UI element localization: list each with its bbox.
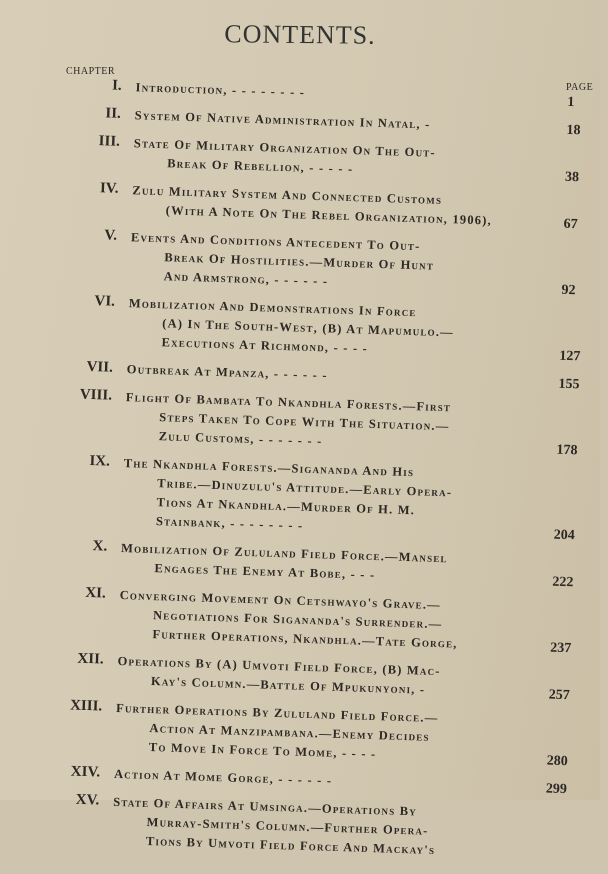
chapter-number: I.: [111, 77, 122, 94]
chapter-title-line: Zulu Customs, - - - - - - -: [158, 429, 323, 449]
page-number: 204: [553, 527, 576, 544]
chapter-title: [126, 360, 546, 392]
chapter-title: [134, 106, 554, 138]
chapter-number: IX.: [89, 453, 111, 470]
page-number: 299: [545, 781, 568, 798]
contents-entry: [0, 130, 598, 187]
page-number: 67: [563, 216, 578, 233]
chapter-title-line: Zulu Military System And Connected Customs: [132, 183, 443, 207]
chapter-number: II.: [105, 105, 122, 122]
chapter-title-line: System Of Native Administration In Natal, -: [134, 108, 431, 132]
chapter-title-line: Outbreak At Mpanza, - - - - - -: [126, 362, 328, 383]
chapter-title: [132, 181, 553, 232]
chapter-number: IV.: [99, 180, 119, 197]
chapter-number: XV.: [75, 791, 100, 809]
chapter-title-line: Executions At Richmond, - - - -: [161, 335, 369, 356]
page-number: 237: [550, 640, 572, 657]
chapter-title-line: Operations By (A) Umvoti Field Force, (B) Mac-: [117, 653, 441, 679]
page-number: 178: [556, 442, 578, 459]
contents-entry: [0, 290, 593, 366]
chapter-title-line: Flight Of Bambata To Nkandhla Forests.—First: [125, 390, 452, 415]
chapter-number: VI.: [94, 293, 116, 310]
chapter-number: X.: [92, 538, 108, 555]
contents-entry: [0, 582, 584, 658]
page-title: CONTENTS.: [224, 19, 376, 50]
contents-entry: [0, 695, 580, 771]
chapter-title: [118, 586, 540, 656]
contents-entry: [0, 384, 590, 460]
chapter-title: [133, 134, 554, 185]
chapter-title-line: And Armstrong, - - - - - -: [163, 269, 329, 289]
chapter-number: VII.: [86, 358, 114, 376]
chapter-title-line: Action At Manzipambana.—Enemy Decides: [149, 721, 430, 744]
chapter-number: VIII.: [79, 386, 113, 404]
page-number: 280: [546, 753, 568, 770]
page-number: 257: [548, 687, 570, 704]
chapter-title-line: Negotiations For Sigananda's Surrender.—: [152, 608, 443, 632]
chapter-title-line: Steps Taken To Cope With The Situation.—: [159, 410, 450, 434]
chapter-title-line: To Move In Force To Mome, - - - -: [148, 740, 377, 762]
chapter-title-line: State Of Military Organization On The Out-: [133, 136, 437, 160]
chapter-title: [117, 652, 538, 703]
page-number: 92: [561, 282, 576, 299]
chapter-title: [129, 228, 551, 298]
chapter-title-line: Further Operations By Zululand Field Force.—: [115, 700, 439, 726]
chapter-title-line: Events And Conditions Antecedent To Out-: [130, 230, 421, 254]
chapter-title-line: Mobilization And Demonstrations In Force: [128, 296, 417, 320]
chapter-column-label: CHAPTER: [66, 66, 116, 77]
chapter-number: XIV.: [70, 763, 101, 781]
chapter-title-line: (A) In The South-West, (B) At Mapumulo.—: [162, 316, 455, 340]
chapter-title-line: Tions By Umvoti Field Force And Mackay's: [145, 833, 436, 858]
chapter-title-line: Engages The Enemy At Bobe, - - -: [154, 561, 376, 583]
page-number: 127: [559, 348, 581, 365]
page-column-label: PAGE: [566, 82, 594, 93]
chapter-title-line: Tions At Nkandhla.—Murder Of H. M.: [156, 495, 416, 518]
chapter-title-line: Break Of Rebellion, - - - - -: [167, 156, 354, 177]
page-number: 38: [564, 169, 580, 186]
page-number: 222: [552, 574, 574, 591]
contents-list: [0, 74, 600, 873]
chapter-title: [122, 454, 544, 543]
page-number: 1: [567, 94, 575, 111]
contents-entry: [0, 177, 596, 234]
chapter-number: XIII.: [69, 697, 103, 715]
chapter-title: [127, 294, 549, 364]
contents-entry: [0, 224, 595, 300]
chapter-title-line: Further Operations, Nkandhla.—Tate Gorge,: [152, 627, 458, 651]
chapter-title: [115, 699, 537, 769]
chapter-title-line: Converging Movement On Cetshwayo's Grave.—: [119, 588, 442, 613]
chapter-title: [135, 78, 555, 110]
chapter-title: [114, 765, 534, 797]
chapter-title: [120, 539, 541, 590]
chapter-title-line: Kay's Column.—Battle Of Mpukunyoni, -: [150, 674, 426, 697]
contents-entry: [0, 535, 585, 592]
chapter-title-line: State Of Affairs At Umsinga.—Operations By: [112, 794, 418, 819]
chapter-title-line: Break Of Hostilities.—Murder Of Hunt: [164, 250, 435, 273]
chapter-number: V.: [104, 227, 118, 244]
chapter-title-line: Murray-Smith's Column.—Further Opera-: [146, 814, 429, 838]
page-number: 18: [566, 122, 581, 139]
chapter-title-line: Introduction, - - - - - - - -: [135, 80, 306, 100]
chapter-title-line: Tribe.—Dinuzulu's Attitude.—Early Opera-: [157, 476, 453, 500]
chapter-title-line: Action At Mome Gorge, - - - - - -: [113, 766, 333, 788]
page-number: [543, 863, 583, 864]
page-number: 155: [558, 376, 580, 393]
chapter-title-line: (With A Note On The Rebel Organization, 1906),: [165, 203, 493, 228]
chapter-title: [112, 793, 534, 863]
chapter-number: III.: [98, 133, 121, 150]
chapter-title-line: Stainbank, - - - - - - - -: [155, 514, 304, 533]
chapter-title-line: Mobilization Of Zululand Field Force.—Mansel: [120, 541, 448, 566]
chapter-number: XI.: [85, 584, 106, 602]
chapter-title-line: The Nkandhla Forests.—Sigananda And His: [123, 456, 415, 480]
chapter-title: [124, 388, 546, 458]
contents-entry: [0, 450, 588, 545]
contents-entry: [0, 648, 582, 705]
contents-entry: [0, 789, 577, 865]
chapter-number: XII.: [77, 650, 104, 668]
